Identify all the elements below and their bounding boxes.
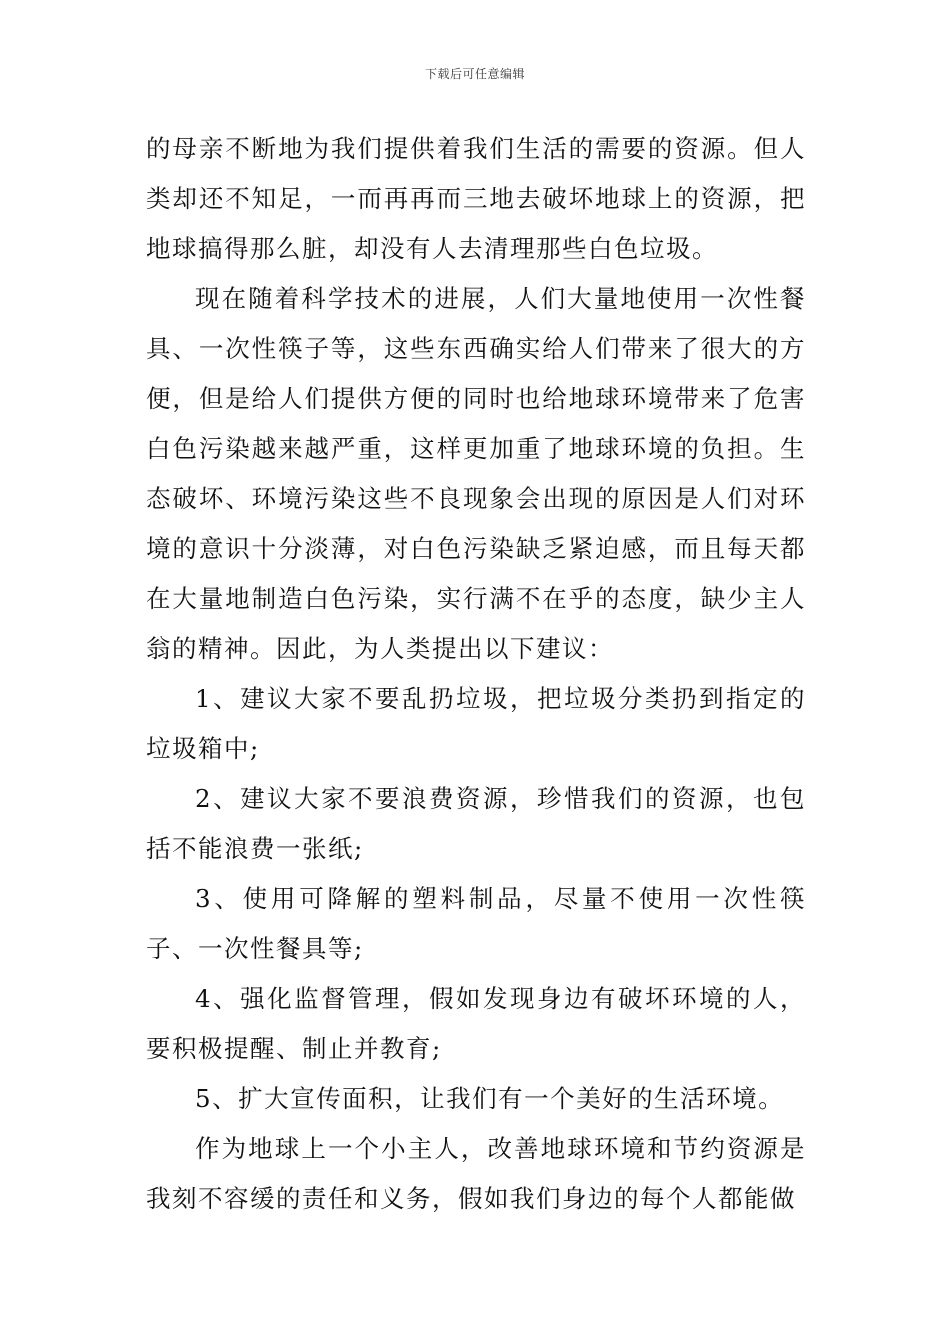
suggestion-4: 4、强化监督管理，假如发现身边有破坏环境的人，要积极提醒、制止并教育; (146, 984, 806, 1063)
paragraph-1: 的母亲不断地为我们提供着我们生活的需要的资源。但人类却还不知足，一而再再而三地去破坏地球上的资源，把地球搞得那么脏，却没有人去清理那些白色垃圾。 (146, 134, 806, 263)
page-header: 下载后可任意编辑 (424, 67, 525, 81)
suggestion-5: 5、扩大宣传面积，让我们有一个美好的生活环境。 (195, 1084, 785, 1113)
paragraph-final: 作为地球上一个小主人，改善地球环境和节约资源是我刻不容缓的责任和义务，假如我们身边的每个人都能做 (146, 1134, 806, 1213)
suggestion-2: 2、建议大家不要浪费资源，珍惜我们的资源，也包括不能浪费一张纸; (146, 784, 806, 863)
document-body (146, 124, 806, 1224)
suggestion-1: 1、建议大家不要乱扔垃圾，把垃圾分类扔到指定的垃圾箱中; (146, 684, 806, 763)
suggestion-3: 3、使用可降解的塑料制品，尽量不使用一次性筷子、一次性餐具等; (146, 884, 806, 963)
paragraph-2: 现在随着科学技术的进展，人们大量地使用一次性餐具、一次性筷子等，这些东西确实给人们带来了很大的方便，但是给人们提供方便的同时也给地球环境带来了危害白色污染越来越严重，这样更加重了地球环境的负担。生态破坏、环境污染这些不良现象会出现的原因是人们对环境的意识十分淡薄，对白色污染缺乏紧迫感，而且每天都在大量地制造白色污染，实行满不在乎的态度，缺少主人翁的精神。因此，为人类提出以下建议： (146, 284, 806, 663)
